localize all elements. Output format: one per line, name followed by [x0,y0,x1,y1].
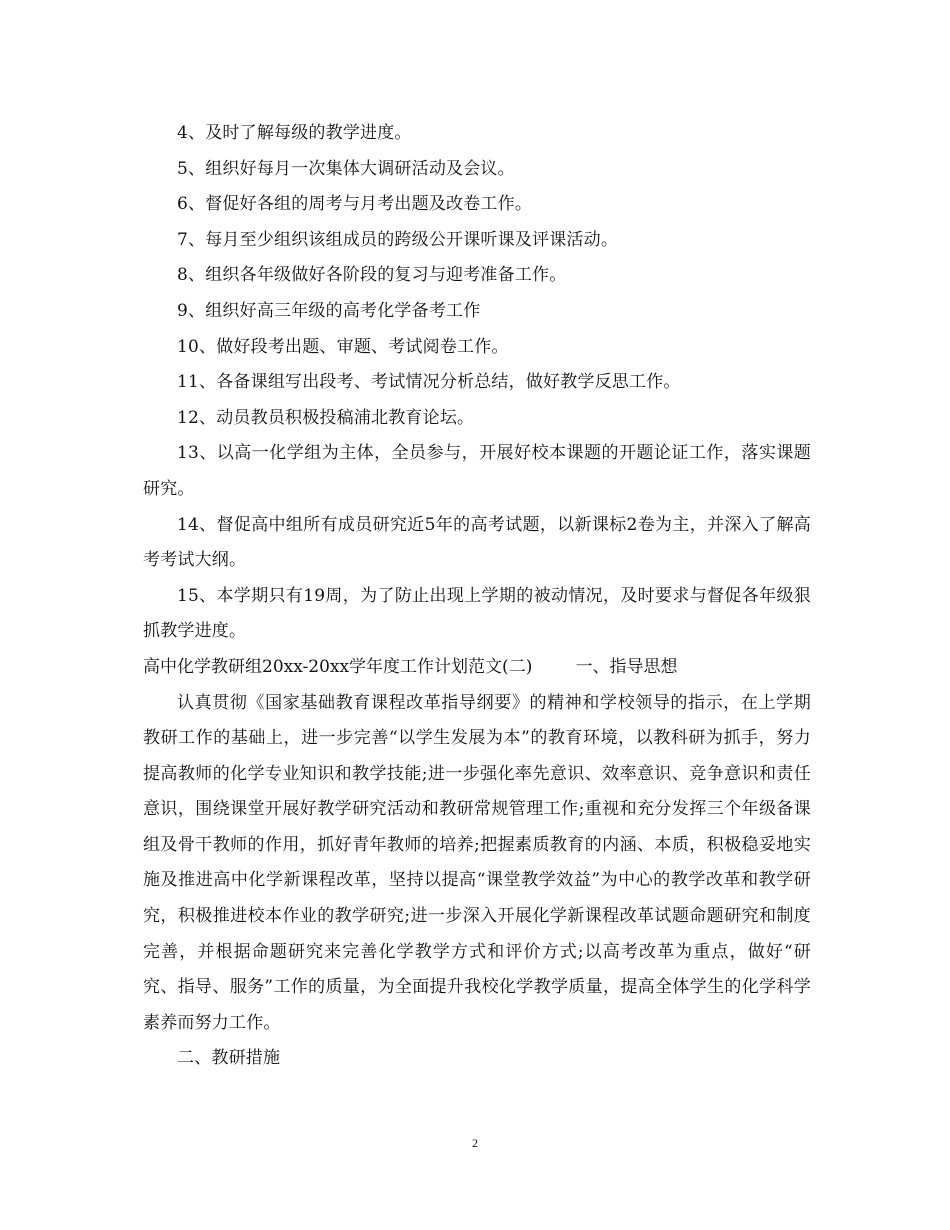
guiding-paragraph: 认真贯彻《国家基础教育课程改革指导纲要》的精神和学校领导的指示，在上学期教研工作的基础上，进一步完善“以学生发展为本”的教育环境，以教科研为抓手，努力提高教师的化学专业知识和教学技能;进一步强化率先意识、效率意识、竞争意识和责任意识，围绕课堂开展好教学研究活动和教研常规管理工作;重视和充分发挥三个年级备课组及骨干教师的作用，抓好青年教师的培养;把握素质教育的内涵、本质，积极稳妥地实施及推进高中化学新课程改革，坚持以提高“课堂教学效益”为中心的教学改革和教学研究，积极推进校本作业的教学研究;进一步深入开展化学新课程改革试题命题研究和制度完善，并根据命题研究来完善化学教学方式和评价方式;以高考改革为重点，做好“研究、指导、服务”工作的质量，为全面提升我校化学教学质量，提高全体学生的化学科学素养而努力工作。 [143,692,811,1033]
list-item-9: 9、组织好高三年级的高考化学备考工作 [177,300,481,321]
page-number: 2 [472,1136,478,1150]
list-item-13: 13、以高一化学组为主体，全员参与，开展好校本课题的开题论证工作，落实课题研究。 [143,443,811,499]
list-item-5: 5、组织好每月一次集体大调研活动及会议。 [177,158,515,179]
next-heading: 二、教研措施 [177,1048,281,1069]
list-item-8: 8、组织各年级做好各阶段的复习与迎考准备工作。 [177,265,567,286]
list-item-6: 6、督促好各组的周考与月考出题及改卷工作。 [177,194,533,215]
list-item-11: 11、各备课组写出段考、考试情况分析总结，做好教学反思工作。 [177,372,681,393]
section-heading: 一、指导思想 [575,656,678,677]
list-item-4: 4、及时了解每级的教学进度。 [177,123,412,143]
section-title: 高中化学教研组20xx-20xx学年度工作计划范文(二) [143,656,533,677]
document-body [143,116,811,1077]
list-item-7: 7、每月至少组织该组成员的跨级公开课听课及评课活动。 [177,229,619,250]
list-item-14: 14、督促高中组所有成员研究近5年的高考试题，以新课标2卷为主，并深入了解高考考试大纲。 [143,514,811,571]
list-item-15: 15、本学期只有19周，为了防止出现上学期的被动情况，及时要求与督促各年级狠抓教学进度。 [143,585,811,642]
list-item-12: 12、动员教员积极投稿浦北教育论坛。 [177,407,475,428]
list-item-10: 10、做好段考出题、审题、考试阅卷工作。 [177,336,509,357]
section-title-line [143,650,811,686]
